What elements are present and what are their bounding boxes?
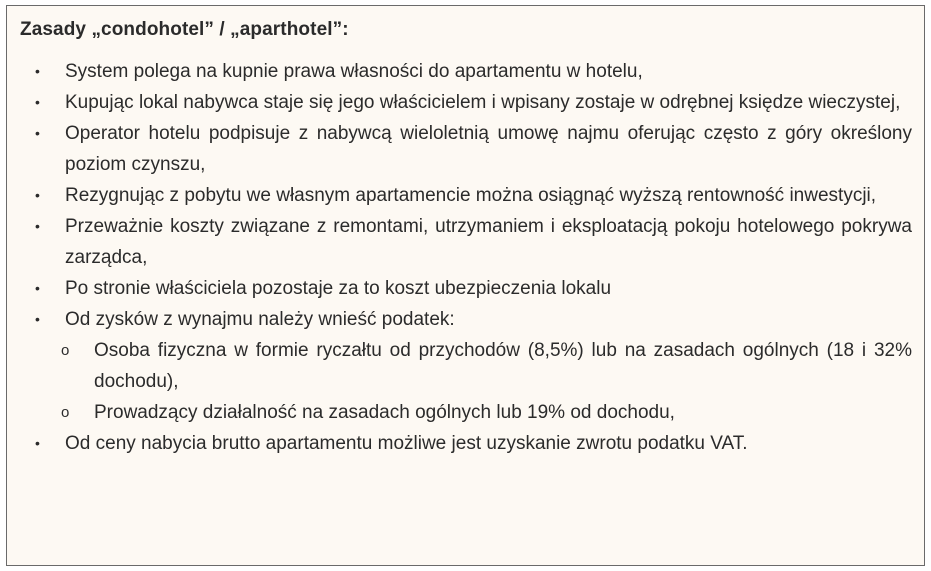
sub-list-item	[20, 335, 912, 397]
circle-bullet-icon: o	[61, 342, 70, 359]
text-box	[6, 5, 925, 566]
list-item	[20, 428, 912, 459]
list-item-text: Od ceny nabycia brutto apartamentu możliwe jest uzyskanie zwrotu podatku VAT.	[65, 433, 748, 454]
list-item-text: Kupując lokal nabywca staje się jego właścicielem i wpisany zostaje w odrębnej księdze wieczystej,	[65, 92, 901, 113]
list-item-text: Rezygnując z pobytu we własnym apartamencie można osiągnąć wyższą rentowność inwestycji,	[65, 185, 877, 206]
sub-list-item	[20, 397, 912, 428]
list-item	[20, 211, 912, 273]
list-item	[20, 56, 912, 87]
bullet-list	[20, 56, 912, 459]
bullet-icon: •	[35, 63, 40, 79]
sub-list-item-text: Prowadzący działalność na zasadach ogólnych lub 19% od dochodu,	[94, 402, 675, 423]
bullet-icon: •	[35, 125, 40, 141]
list-item-text: Operator hotelu podpisuje z nabywcą wieloletnią umowę najmu oferując często z góry określony poziom czynszu,	[65, 123, 912, 175]
sub-list-item-text: Osoba fizyczna w formie ryczałtu od przychodów (8,5%) lub na zasadach ogólnych (18 i 32% dochodu),	[94, 340, 912, 392]
list-item-text: Od zysków z wynajmu należy wnieść podatek:	[65, 309, 455, 330]
list-item	[20, 180, 912, 211]
bullet-icon: •	[35, 187, 40, 203]
bullet-icon: •	[35, 94, 40, 110]
list-item	[20, 304, 912, 428]
sub-list	[61, 335, 912, 428]
circle-bullet-icon: o	[61, 404, 70, 421]
list-item-text: Po stronie właściciela pozostaje za to koszt ubezpieczenia lokalu	[65, 278, 612, 299]
bullet-icon: •	[35, 435, 40, 451]
bullet-icon: •	[35, 218, 40, 234]
list-item	[20, 273, 912, 304]
bullet-icon: •	[35, 280, 40, 296]
list-item	[20, 118, 912, 180]
heading: Zasady „condohotel” / „aparthotel”:	[20, 19, 349, 40]
bullet-icon: •	[35, 311, 40, 327]
list-item	[20, 87, 912, 118]
list-item-text: System polega na kupnie prawa własności do apartamentu w hotelu,	[65, 61, 643, 82]
list-item-text: Przeważnie koszty związane z remontami, utrzymaniem i eksploatacją pokoju hotelowego pokrywa zarządca,	[65, 216, 912, 268]
